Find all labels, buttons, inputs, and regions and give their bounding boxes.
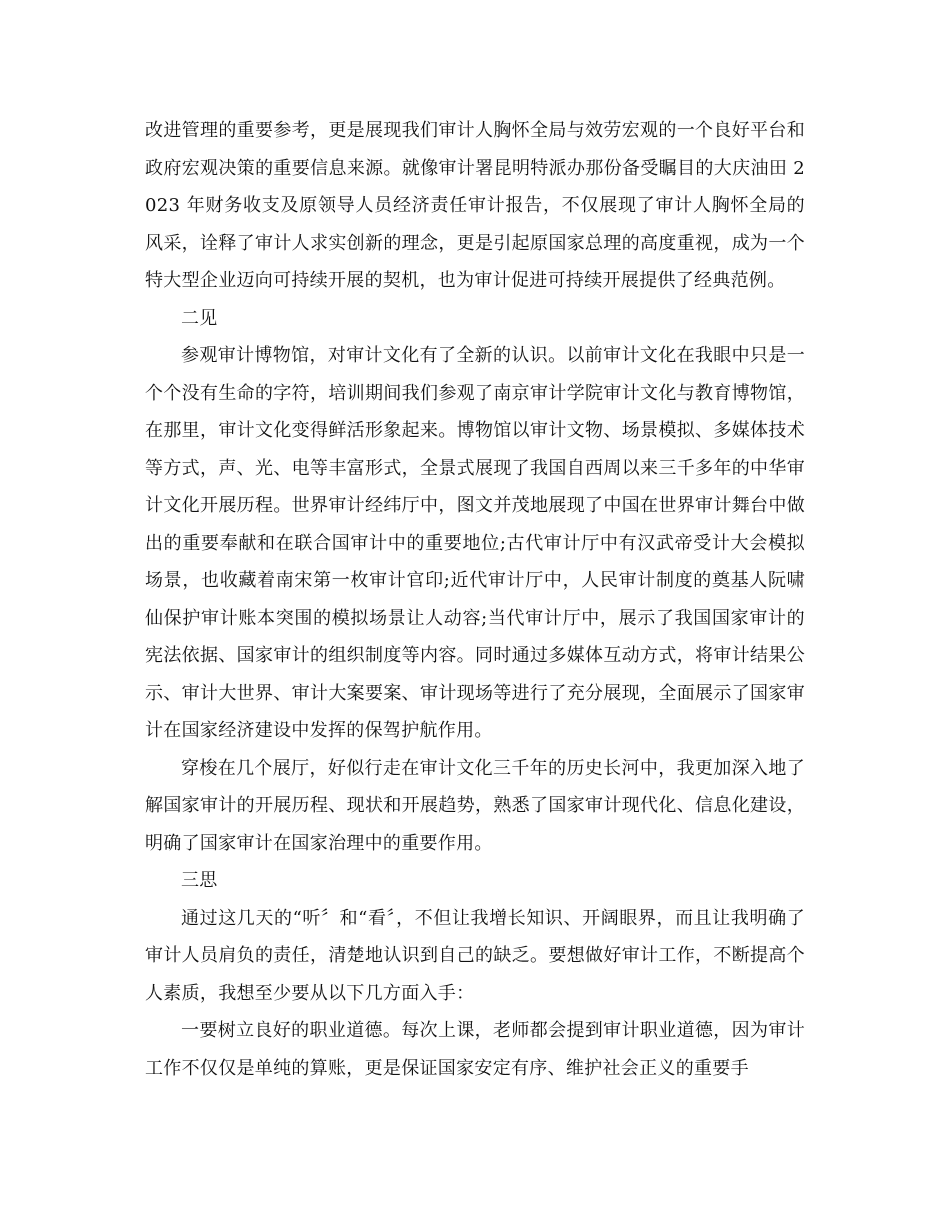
paragraph-exhibition-halls: 穿梭在几个展厅，好似行走在审计文化三千年的历史长河中，我更加深入地了解国家审计的开展历程、现状和开展趋势，熟悉了国家审计现代化、信息化建设，明确了国家审计在国家治理中的重要作用。 (145, 757, 805, 854)
paragraph-intro-continuation: 改进管理的重要参考，更是展现我们审计人胸怀全局与效劳宏观的一个良好平台和政府宏观决策的重要信息来源。就像审计署昆明特派办那份备受瞩目的大庆油田 2023 年财务收支及原领导人员经济责任审计报告，不仅展现了审计人胸怀全局的风采，诠释了审计人求实创新的理念，更是引起原国家总理的高度重视，成为一个特大型企业迈向可持续开展的契机，也为审计促进可持续开展提供了经典范例。 (145, 120, 805, 291)
document-body (145, 112, 805, 1087)
paragraph-museum-visit: 参观审计博物馆，对审计文化有了全新的认识。以前审计文化在我眼中只是一个个没有生命的字符，培训期间我们参观了南京审计学院审计文化与教育博物馆，在那里，审计文化变得鲜活形象起来。博物馆以审计文物、场景模拟、多媒体技术等方式，声、光、电等丰富形式，全景式展现了我国自西周以来三千多年的中华审计文化开展历程。世界审计经纬厅中，图文并茂地展现了中国在世界审计舞台中做出的重要奉献和在联合国审计中的重要地位;古代审计厅中有汉武帝受计大会模拟场景，也收藏着南宋第一枚审计官印;近代审计厅中，人民审计制度的奠基人阮啸仙保护审计账本突围的模拟场景让人动容;当代审计厅中，展示了我国国家审计的宪法依据、国家审计的组织制度等内容。同时通过多媒体互动方式，将审计结果公示、审计大世界、审计大案要案、审计现场等进行了充分展现，全面展示了国家审计在国家经济建设中发挥的保驾护航作用。 (145, 345, 805, 741)
section-heading-three: 三思 (181, 870, 218, 891)
paragraph-professional-ethics: 一要树立良好的职业道德。每次上课，老师都会提到审计职业道德，因为审计工作不仅仅是单纯的算账，更是保证国家安定有序、维护社会正义的重要手 (145, 1020, 805, 1079)
section-heading-two: 二见 (181, 307, 218, 329)
paragraph-reflection: 通过这几天的“听〞和“看〞，不但让我增长知识、开阔眼界，而且让我明确了审计人员肩负的责任，清楚地认识到自己的缺乏。要想做好审计工作，不断提高个人素质，我想至少要从以下几方面入手： (145, 907, 805, 1004)
